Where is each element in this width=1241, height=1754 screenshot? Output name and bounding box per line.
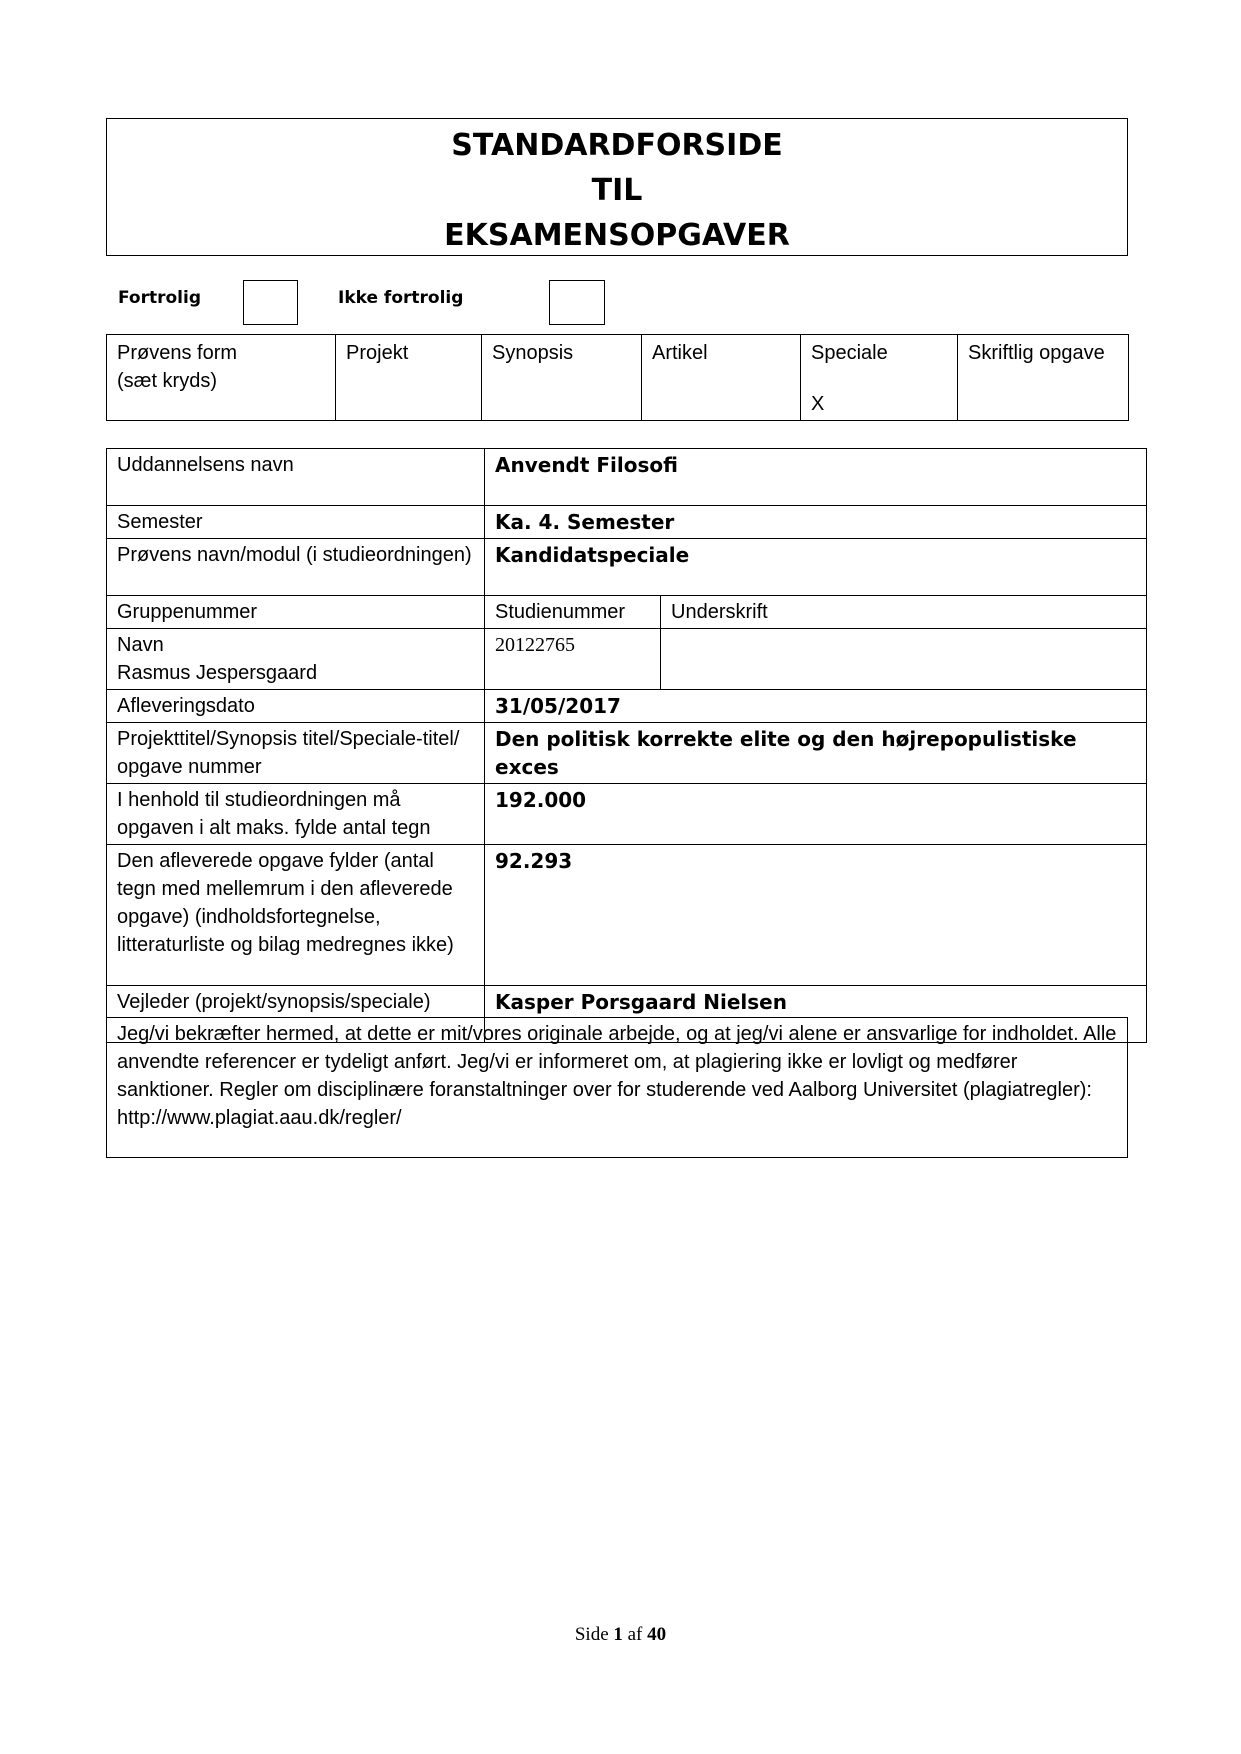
fylder-label: Den afleverede opgave fylder (antal tegn med mellemrum i den afleverede opgave) (indholdsfortegnelse, litteraturliste og bilag medregnes ikke) [107,845,485,986]
proeve-value: Kandidatspeciale [485,539,1147,596]
option-label: Artikel [652,342,708,364]
table-row [107,690,1147,723]
uddannelse-value: Anvendt Filosofi [485,449,1147,506]
fylder-value: 92.293 [485,845,1147,986]
option-artikel[interactable] [642,335,801,421]
titel-value: Den politisk korrekte elite og den højrepopulistiske exces [485,723,1147,784]
exam-form-label: Prøvens form [117,342,238,364]
studienummer-value: 20122765 [485,629,661,690]
table-row [107,723,1147,784]
title-line-3: EKSAMENSOPGAVER [444,218,790,253]
ikke-fortrolig-label: Ikke fortrolig [338,288,464,308]
ikke-fortrolig-checkbox[interactable] [549,280,605,325]
underskrift-field[interactable] [661,629,1147,690]
page-total: 40 [647,1624,667,1645]
fortrolig-checkbox[interactable] [243,280,298,325]
maks-value: 192.000 [485,784,1147,845]
table-row [107,449,1147,506]
option-label: Synopsis [492,342,574,364]
declaration-text: Jeg/vi bekræfter hermed, at dette er mit/vores originale arbejde, og at jeg/vi alene er ansvarlige for indholdet. Alle anvendte referencer er tydeligt anført. Jeg/vi er informeret om, at plagiering ikke er lovligt og medfører sanktioner. Regler om disciplinære foranstaltninger over for studerende ved Aalborg Universitet (plagiatregler): http://www.plagiat.aau.dk/regler/ [106,1017,1128,1158]
navn-value: Rasmus Jespersgaard [117,662,318,684]
info-table [106,448,1147,1043]
proeve-label: Prøvens navn/modul (i studieordningen) [107,539,485,596]
navn-label: Navn [117,634,164,656]
table-row [107,629,1147,690]
uddannelse-label: Uddannelsens navn [107,449,485,506]
option-skriftlig-opgave[interactable] [958,335,1129,421]
title-box [106,118,1128,256]
page-footer [0,1624,1241,1646]
underskrift-label: Underskrift [661,596,1147,629]
aflevering-label: Afleveringsdato [107,690,485,723]
table-row [107,845,1147,986]
side-label: Side [574,1624,609,1645]
semester-label: Semester [107,506,485,539]
table-row [107,506,1147,539]
option-synopsis[interactable] [482,335,642,421]
af-label: af [627,1624,643,1645]
vejleder-value: Kasper Porsgaard Nielsen [485,986,1147,1043]
maks-label: I henhold til studieordningen må opgaven i alt maks. fylde antal tegn [107,784,485,845]
navn-cell [107,629,485,690]
aflevering-value: 31/05/2017 [485,690,1147,723]
exam-form-table [106,334,1129,421]
table-row [107,784,1147,845]
table-row [107,596,1147,629]
option-projekt[interactable] [336,335,482,421]
studienummer-label: Studienummer [485,596,661,629]
gruppe-label: Gruppenummer [107,596,485,629]
title-line-2: TIL [591,173,643,208]
exam-form-label-cell [107,335,336,421]
option-speciale[interactable] [801,335,958,421]
vejleder-label: Vejleder (projekt/synopsis/speciale) [107,986,485,1043]
fortrolig-label: Fortrolig [118,288,201,308]
option-label: Speciale [811,342,888,364]
titel-label: Projekttitel/Synopsis titel/Speciale-titel/ opgave nummer [107,723,485,784]
table-row [107,539,1147,596]
exam-form-hint: (sæt kryds) [117,370,217,392]
option-label: Projekt [346,342,409,364]
page-number: 1 [613,1624,623,1645]
title-line-1: STANDARDFORSIDE [451,128,783,163]
option-label: Skriftlig opgave [968,342,1105,364]
speciale-mark: X [811,393,825,415]
semester-value: Ka. 4. Semester [485,506,1147,539]
